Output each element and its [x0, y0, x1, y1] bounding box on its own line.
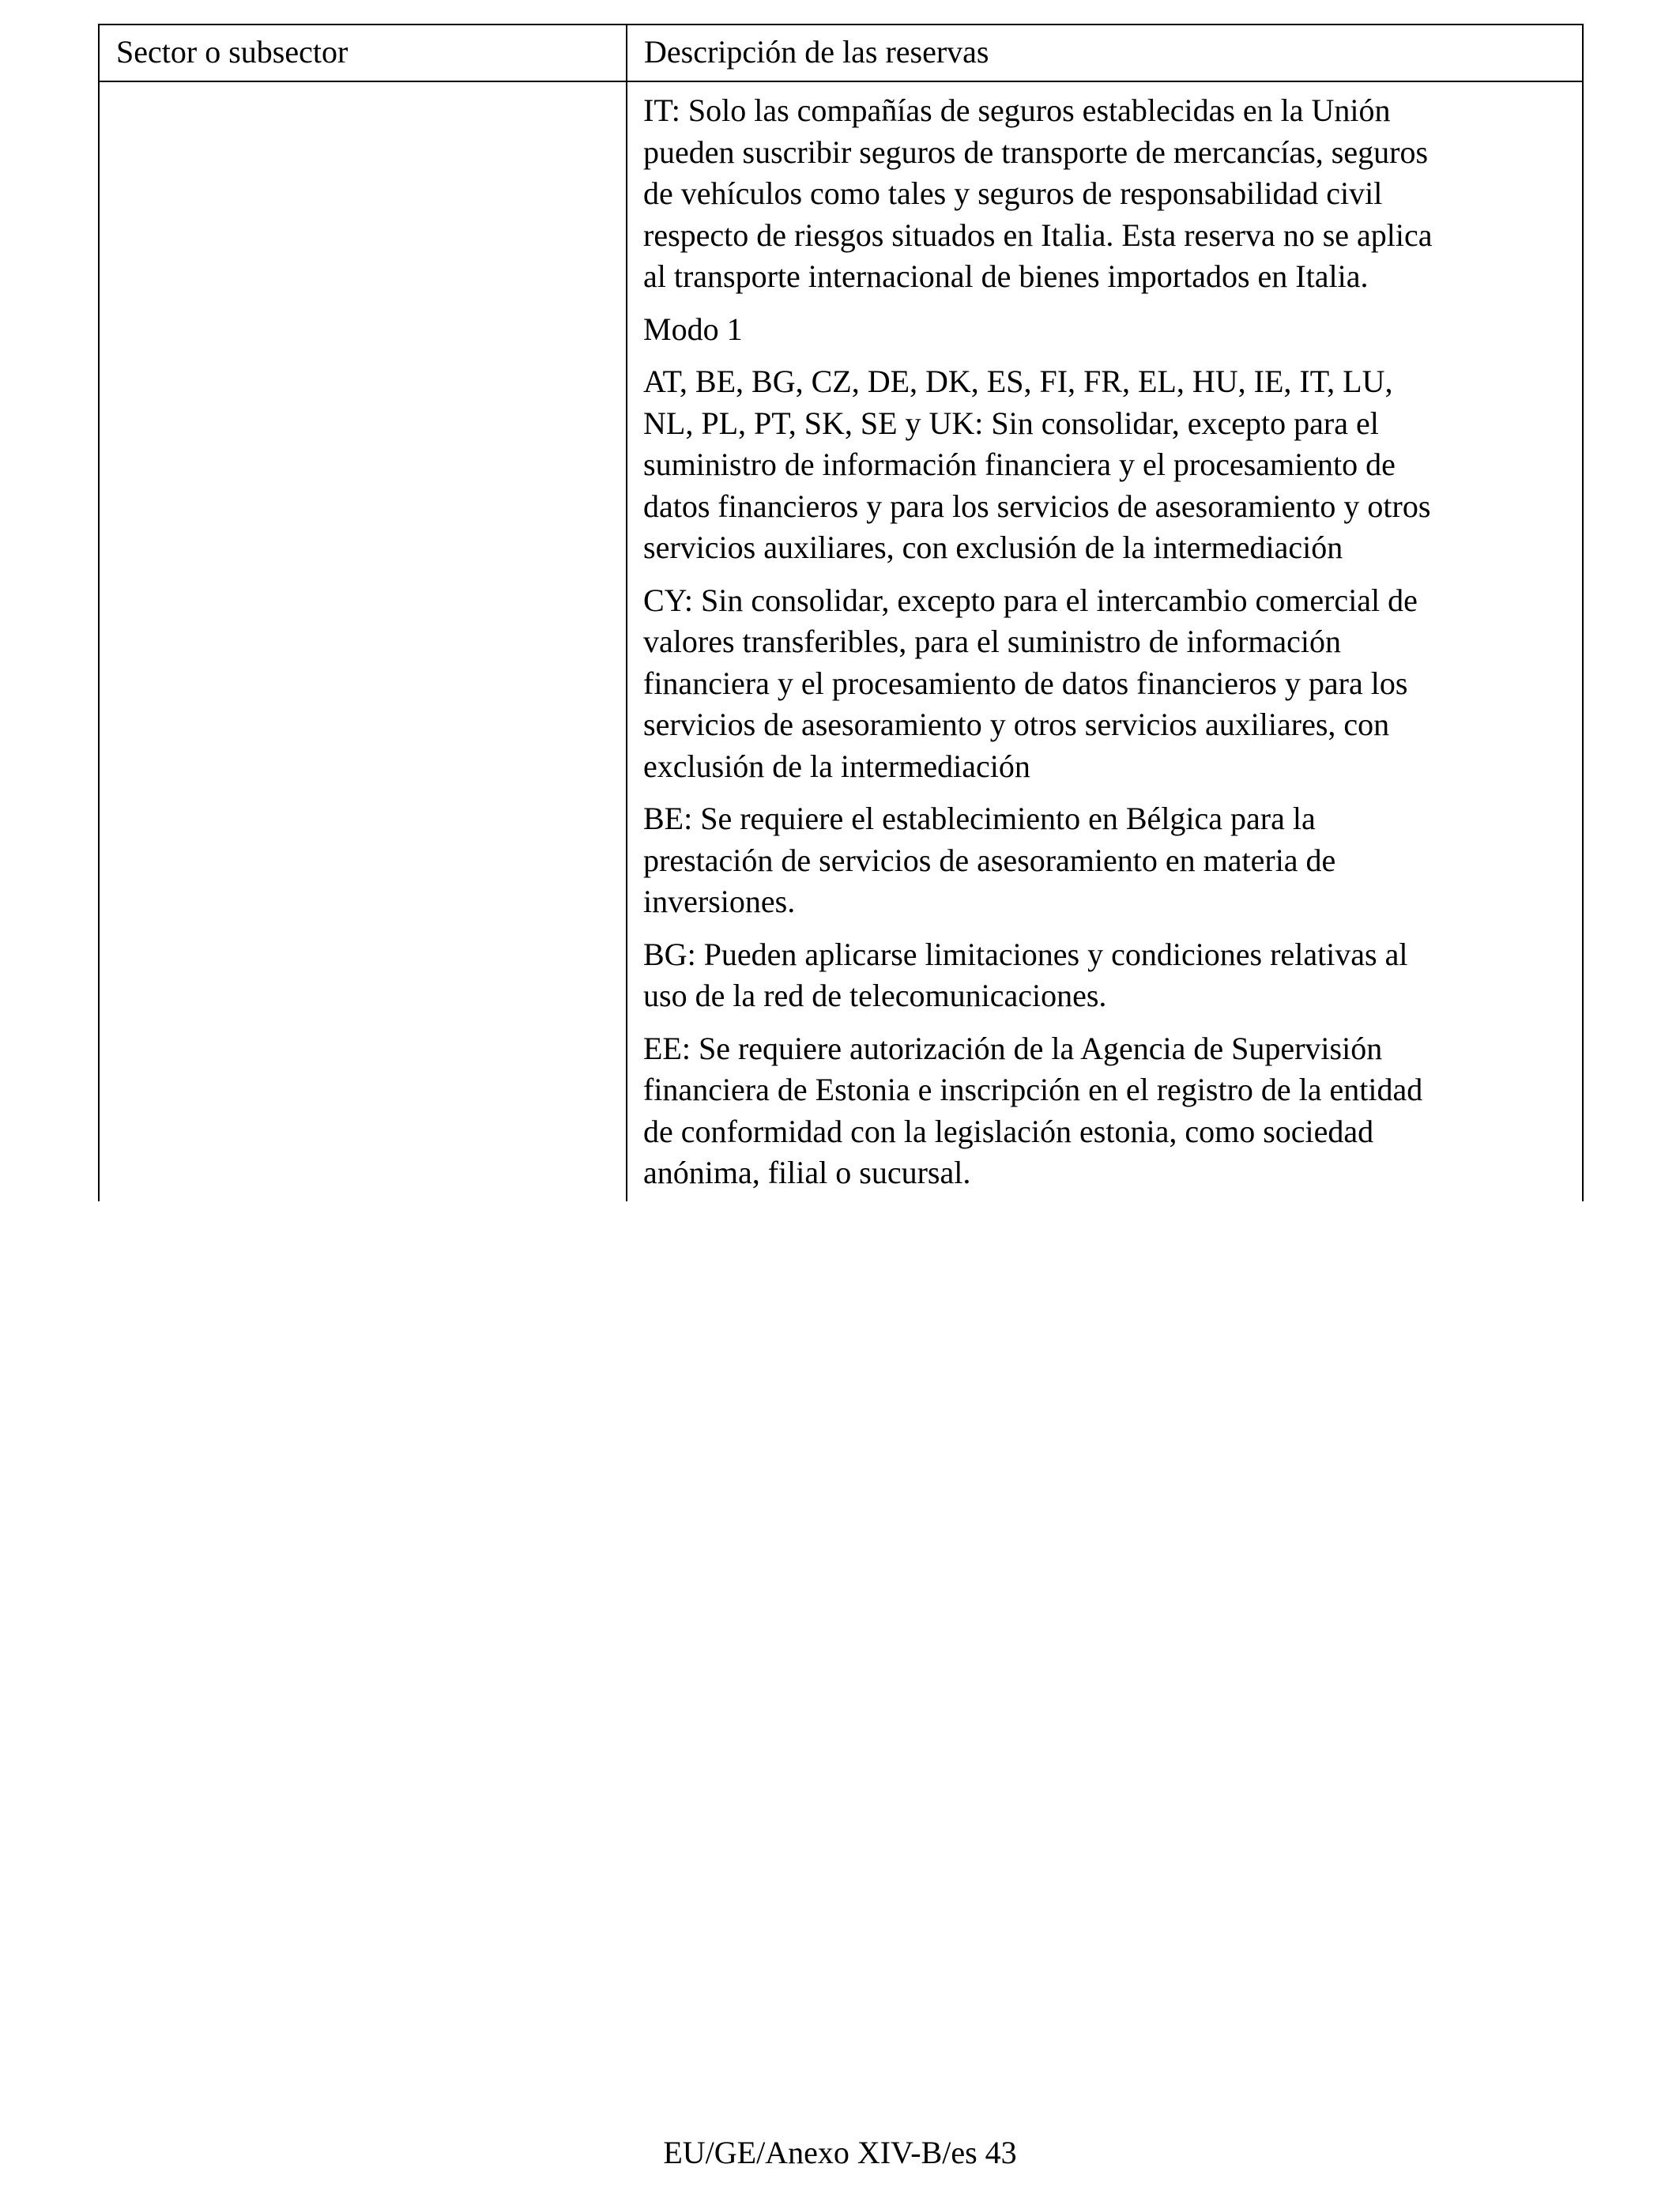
- header-sector-label: Sector o subsector: [116, 34, 348, 70]
- page-footer-reference: EU/GE/Anexo XIV-B/es 43: [663, 2135, 1017, 2170]
- header-description-label: Descripción de las reservas: [644, 34, 989, 70]
- reservation-paragraph-ee: EE: Se requiere autorización de la Agencia de Supervisión financiera de Estonia e inscripción en el registro de la entidad de conformidad con la legislación estonia, como sociedad anónima, filial o sucursal.: [643, 1030, 1423, 1190]
- column-divider: [626, 25, 627, 1201]
- reservation-paragraph-bg: BG: Pueden aplicarse limitaciones y condiciones relativas al uso de la red de telecomunicaciones.: [643, 936, 1408, 1013]
- reservation-paragraph-it: IT: Solo las compañías de seguros establecidas en la Unión pueden suscribir seguros de transporte de mercancías, seguros de vehículos como tales y seguros de responsabilidad civil respecto de riesgos situados en Italia. Esta reserva no se aplica al transporte internacional de bienes importados en Italia.: [643, 92, 1433, 294]
- reservation-paragraph-be: BE: Se requiere el establecimiento en Bélgica para la prestación de servicios de asesoramiento en materia de inversiones.: [643, 801, 1336, 919]
- reservation-paragraph-cy: CY: Sin consolidar, excepto para el intercambio comercial de valores transferibles, para el suministro de información financiera y el procesamiento de datos financieros y para los servicios de asesoramiento y otros servicios auxiliares, con exclusión de la intermediación: [643, 582, 1418, 784]
- table-header-row: [100, 25, 1582, 82]
- mode-heading: Modo 1: [643, 311, 743, 347]
- reservation-paragraph-multi-country: AT, BE, BG, CZ, DE, DK, ES, FI, FR, EL, HU, IE, IT, LU, NL, PL, PT, SK, SE y UK: Sin consolidar, excepto para el suministro de información financiera y el procesamiento de datos financieros y para los servicios de asesoramiento y otros servicios auxiliares, con exclusión de la intermediación: [643, 364, 1431, 565]
- description-cell: [643, 90, 1576, 1205]
- reservations-table: [98, 24, 1584, 1201]
